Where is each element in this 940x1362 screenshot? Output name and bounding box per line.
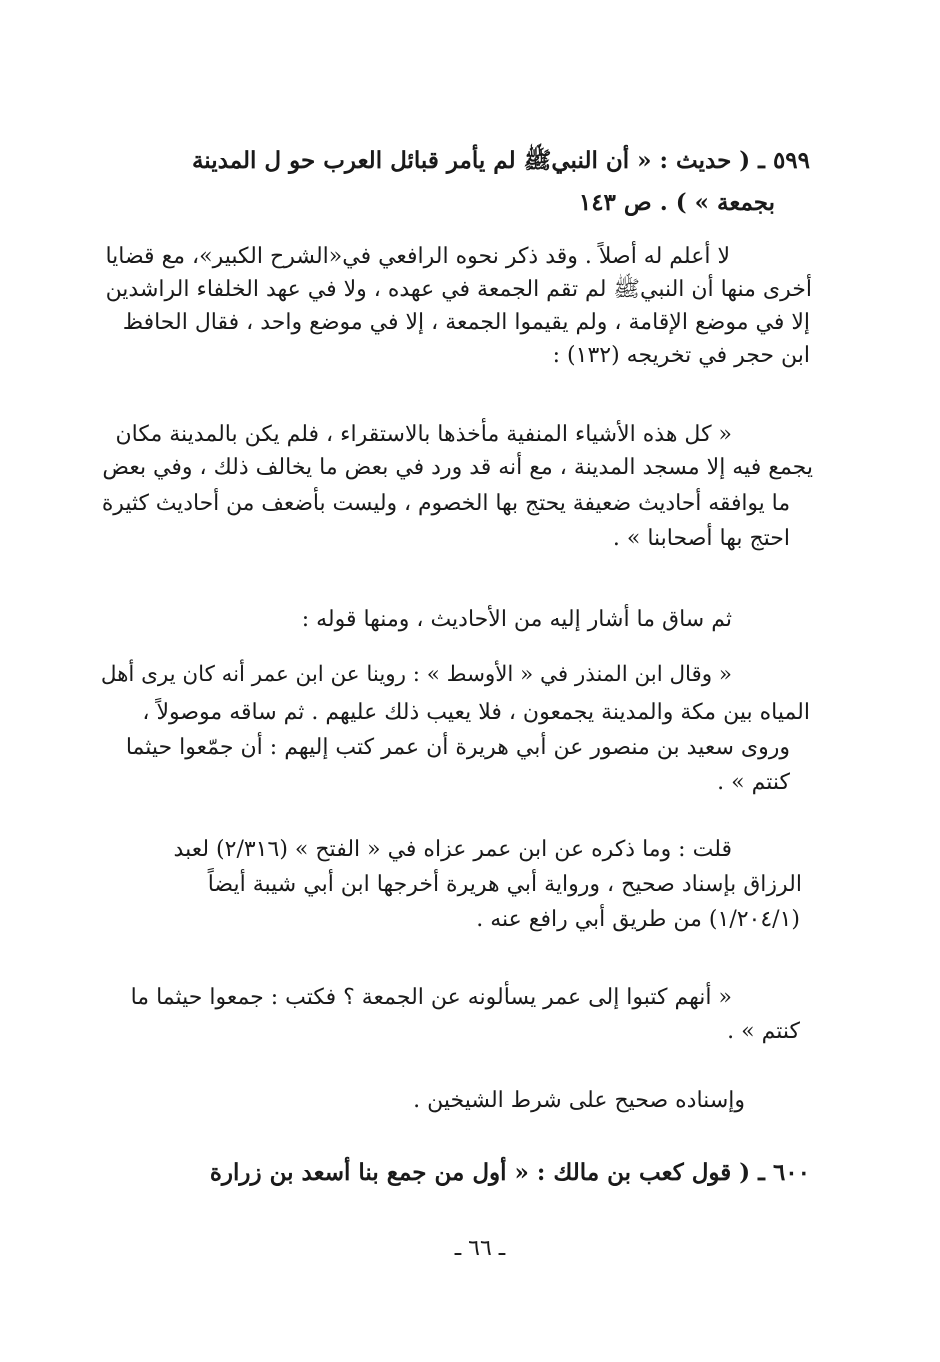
quote-1-line-4: احتج بها أصحابنا » .	[612, 526, 790, 551]
quote-2-line-4: كنتم » .	[717, 770, 790, 795]
paragraph-3-line-2: الرزاق بإسناد صحيح ، ورواية أبي هريرة أخرجها ابن أبي شيبة أيضاً	[207, 872, 802, 897]
quote-3-line-1: « أنهم كتبوا إلى عمر يسألونه عن الجمعة ؟ فكتب : جمعوا حيثما ما	[130, 985, 732, 1010]
entry-599-heading-line-2: بجمعة » ) . ص ١٤٣	[578, 189, 775, 216]
paragraph-1-line-1: لا أعلم له أصلاً . وقد ذكر نحوه الرافعي في«الشرح الكبير»، مع قضايا	[105, 244, 730, 269]
paragraph-2-line-1: ثم ساق ما أشار إليه من الأحاديث ، ومنها قوله :	[301, 607, 732, 632]
entry-600-heading-line-1: ٦٠٠ ـ ( قول كعب بن مالك : « أول من جمع بنا أسعد بن زرارة	[209, 1159, 810, 1186]
paragraph-3-line-1: قلت : وما ذكره عن ابن عمر عزاه في « الفتح » (٢/٣١٦) لعبد	[173, 837, 732, 862]
quote-1-line-1: « كل هذه الأشياء المنفية مأخذها بالاستقراء ، فلم يكن بالمدينة مكان	[115, 422, 732, 447]
quote-2-line-3: وروى سعيد بن منصور عن أبي هريرة أن عمر كتب إليهم : أن جمّعوا حيثما	[125, 735, 790, 760]
quote-3-line-2: كنتم » .	[727, 1019, 800, 1044]
page-number: ـ ٦٦ ـ	[454, 1236, 506, 1261]
paragraph-3-line-3: (١/٢٠٤/١) من طريق أبي رافع عنه .	[476, 907, 800, 932]
paragraph-4-line-1: وإسناده صحيح على شرط الشيخين .	[413, 1088, 745, 1113]
quote-2-line-2: المياه بين مكة والمدينة يجمعون ، فلا يعيب ذلك عليهم . ثم ساقه موصولاً ،	[142, 700, 810, 725]
paragraph-1-line-3: إلا في موضع الإقامة ، ولم يقيموا الجمعة ، إلا في موضع واحد ، فقال الحافظ	[122, 310, 810, 335]
quote-1-line-3: ما يوافقه أحاديث ضعيفة يحتج بها الخصوم ، وليست بأضعف من أحاديث كثيرة	[101, 491, 790, 516]
quote-2-line-1: « وقال ابن المنذر في « الأوسط » : روينا عن ابن عمر أنه كان يرى أهل	[100, 662, 732, 687]
paragraph-1-line-4: ابن حجر في تخريجه (١٣٢) :	[552, 343, 810, 368]
paragraph-1-line-2: أخرى منها أن النبيﷺ لم تقم الجمعة في عهده ، ولا في عهد الخلفاء الراشدين	[105, 277, 812, 302]
quote-1-line-2: يجمع فيه إلا مسجد المدينة ، مع أنه قد ورد في بعض ما يخالف ذلك ، وفي بعض	[102, 455, 813, 480]
entry-599-heading-line-1: ٥٩٩ ـ ( حديث : « أن النبيﷺ لم يأمر قبائل العرب حو ل المدينة	[191, 147, 810, 174]
